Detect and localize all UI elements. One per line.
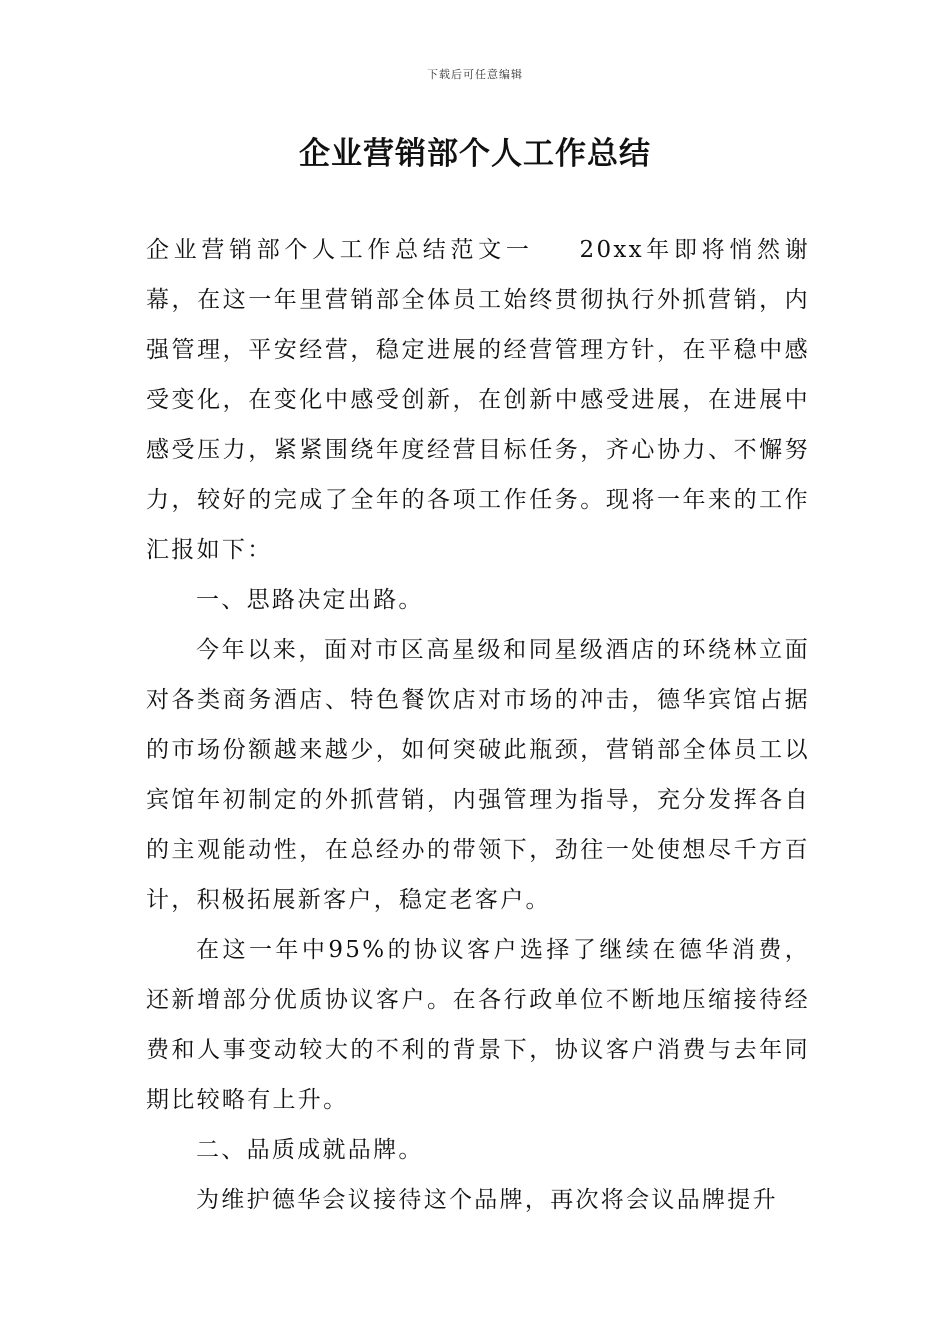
document-title: 企业营销部个人工作总结 bbox=[299, 136, 651, 172]
paragraph-clients: 在这一年中95%的协议客户选择了继续在德华消费，还新增部分优质协议客户。在各行政单位不断地压缩接待经费和人事变动较大的不利的背景下，协议客户消费与去年同期比较略有上升。 bbox=[146, 937, 810, 1113]
paragraph-market: 今年以来，面对市区高星级和同星级酒店的环绕林立面对各类商务酒店、特色餐饮店对市场的冲击，德华宾馆占据的市场份额越来越少，如何突破此瓶颈，营销部全体员工以宾馆年初制定的外抓营销，内强管理为指导，充分发挥各自的主观能动性，在总经办的带领下，劲往一处使想尽千方百计，积极拓展新客户，稳定老客户。 bbox=[146, 637, 810, 913]
paragraph-brand: 为维护德华会议接待这个品牌，再次将会议品牌提升 bbox=[196, 1187, 778, 1213]
header-note: 下载后可任意编辑 bbox=[427, 68, 523, 81]
section-heading-2: 二、品质成就品牌。 bbox=[196, 1137, 424, 1163]
intro-text: 20xx年即将悄然谢幕，在这一年里营销部全体员工始终贯彻执行外抓营销，内强管理，平安经营，稳定进展的经营管理方针，在平稳中感受变化，在变化中感受创新，在创新中感受进展，在进展中感受压力，紧紧围绕年度经营目标任务，齐心协力、不懈努力，较好的完成了全年的各项工作任务。现将一年来的工作汇报如下： bbox=[146, 237, 810, 563]
section-heading-1: 一、思路决定出路。 bbox=[196, 587, 424, 613]
intro-lead: 企业营销部个人工作总结范文一 bbox=[146, 237, 534, 263]
document-body bbox=[146, 225, 810, 1225]
paragraph-intro bbox=[146, 225, 810, 575]
